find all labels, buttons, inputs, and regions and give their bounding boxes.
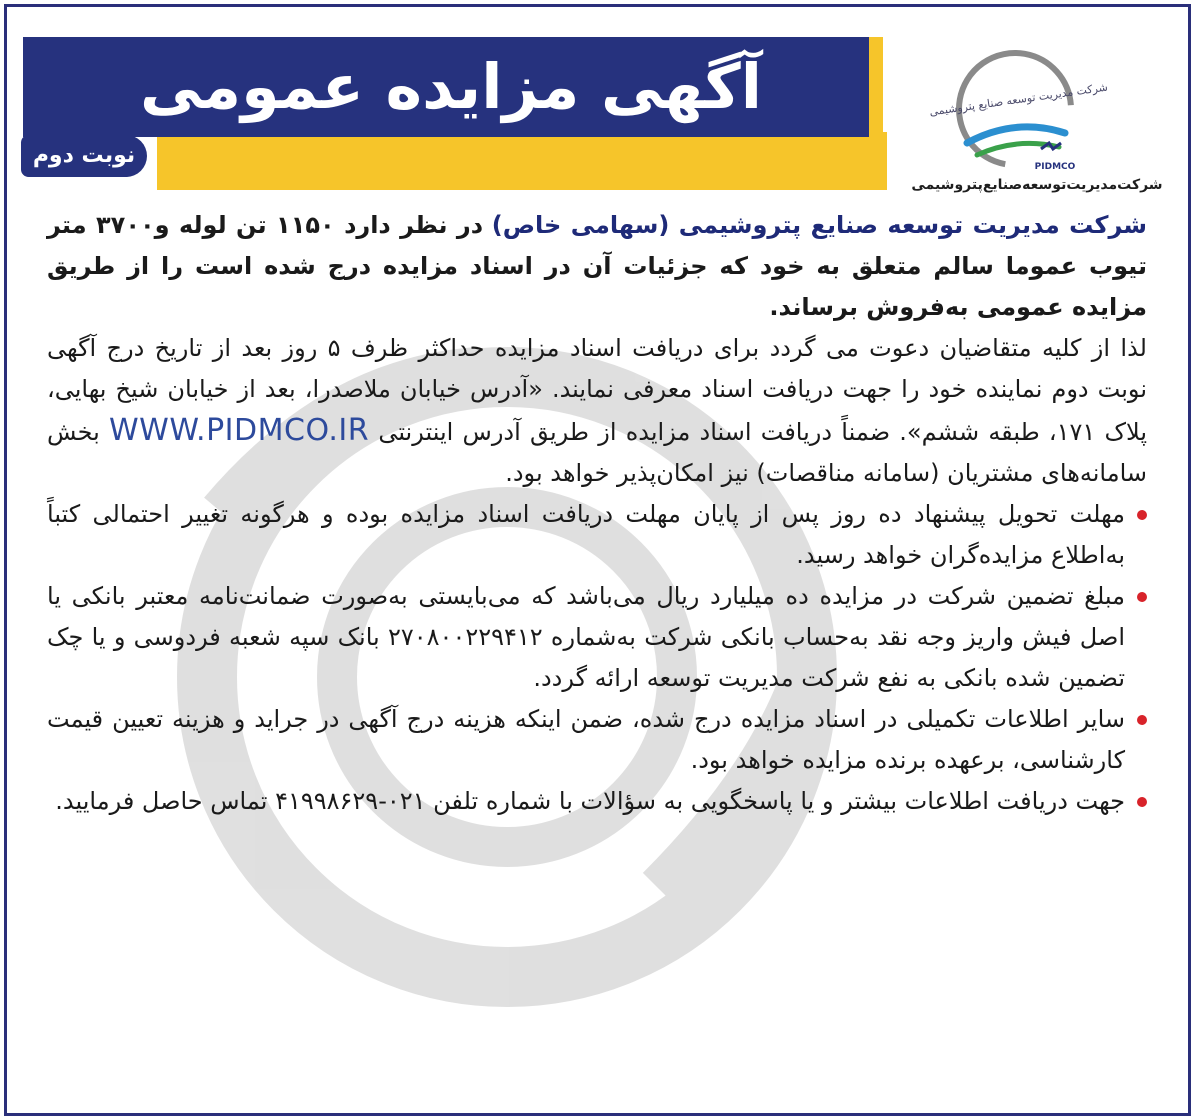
bullet-text: سایر اطلاعات تکمیلی در اسناد مزایده درج شده، ضمن اینکه هزینه درج آگهی در جراید و هزینه تعیین قیمت کارشناسی، برعهده برنده مزایده خواهد بود. <box>47 705 1125 774</box>
bullet-item <box>47 699 1147 781</box>
invitation-text-part1: لذا از کلیه متقاضیان دعوت می گردد برای دریافت اسناد مزایده حداکثر ظرف ۵ روز بعد از تاریخ درج آگهی نوبت دوم نماینده خود را جهت دریافت اسناد معرفی نمایند. «آدرس خیابان ملاصدرا، بعد از خیابان شیخ بهایی، پلاک ۱۷۱، طبقه ششم». ضمناً دریافت اسناد مزایده از طریق آدرس اینترنتی <box>47 334 1148 446</box>
bullet-dot-icon <box>1137 510 1147 520</box>
bullet-text: مهلت تحویل پیشنهاد ده روز پس از پایان مهلت دریافت اسناد مزایده بوده و هرگونه تغییر احتمالی کتباً به‌اطلاع مزایده‌گران خواهد رسید. <box>47 500 1125 569</box>
round-badge: نوبت دوم <box>21 135 147 177</box>
advertisement-frame <box>4 4 1191 1116</box>
announcement-body <box>47 205 1147 822</box>
pidmco-logo-icon <box>928 47 1109 177</box>
header-banner <box>23 37 883 137</box>
intro-paragraph <box>47 205 1147 328</box>
website-link[interactable]: WWW.PIDMCO.IR <box>109 413 370 448</box>
company-logo <box>928 47 1109 177</box>
invitation-text-part2: بخش سامانه‌های مشتریان (سامانه مناقصات) نیز امکان‌پذیر خواهد بود. <box>47 418 1147 487</box>
bullet-text: جهت دریافت اطلاعات بیشتر و یا پاسخگویی به سؤالات با شماره تلفن ۰۲۱-۴۱۹۹۸۶۲۹ تماس حاصل فرمایید. <box>55 787 1125 815</box>
header-accent-strip <box>157 132 887 190</box>
bullet-item <box>47 781 1147 822</box>
company-name: شرکت مدیریت توسعه صنایع پتروشیمی (سهامی خاص) <box>491 211 1147 239</box>
bullet-dot-icon <box>1137 797 1147 807</box>
bullet-item <box>47 494 1147 576</box>
svg-text:PIDMCO: PIDMCO <box>1034 162 1076 172</box>
bullet-text: مبلغ تضمین شرکت در مزایده ده میلیارد ریال می‌باشد که می‌بایستی به‌صورت ضمانت‌نامه معتبر بانکی یا اصل فیش واریز وجه نقد به‌حساب بانکی شرکت به‌شماره ۲۷۰۸۰۰۲۲۹۴۱۲ بانک سپه شعبه فردوسی و یا چک تضمین شده بانکی به نفع شرکت مدیریت توسعه ارائه گردد. <box>47 582 1125 692</box>
page-title: آگهی مزایده عمومی <box>140 50 762 123</box>
bullet-dot-icon <box>1137 715 1147 725</box>
bullet-dot-icon <box>1137 592 1147 602</box>
intro-text: در نظر دارد ۱۱۵۰ تن لوله و۳۷۰۰ متر تیوب عموما سالم متعلق به خود که جزئیات آن در اسناد مزایده درج شده است را از طریق مزایده عمومی به‌فروش برساند. <box>47 211 1147 321</box>
invitation-paragraph <box>47 328 1147 494</box>
svg-text:شرکت مدیریت توسعه صنایع پتروشی: شرکت مدیریت توسعه صنایع پتروشیمی <box>928 80 1109 119</box>
logo-caption: شرکت‌مدیریت‌توسعه‌صنایع‌پتروشیمی <box>911 177 1163 193</box>
bullet-item <box>47 576 1147 699</box>
